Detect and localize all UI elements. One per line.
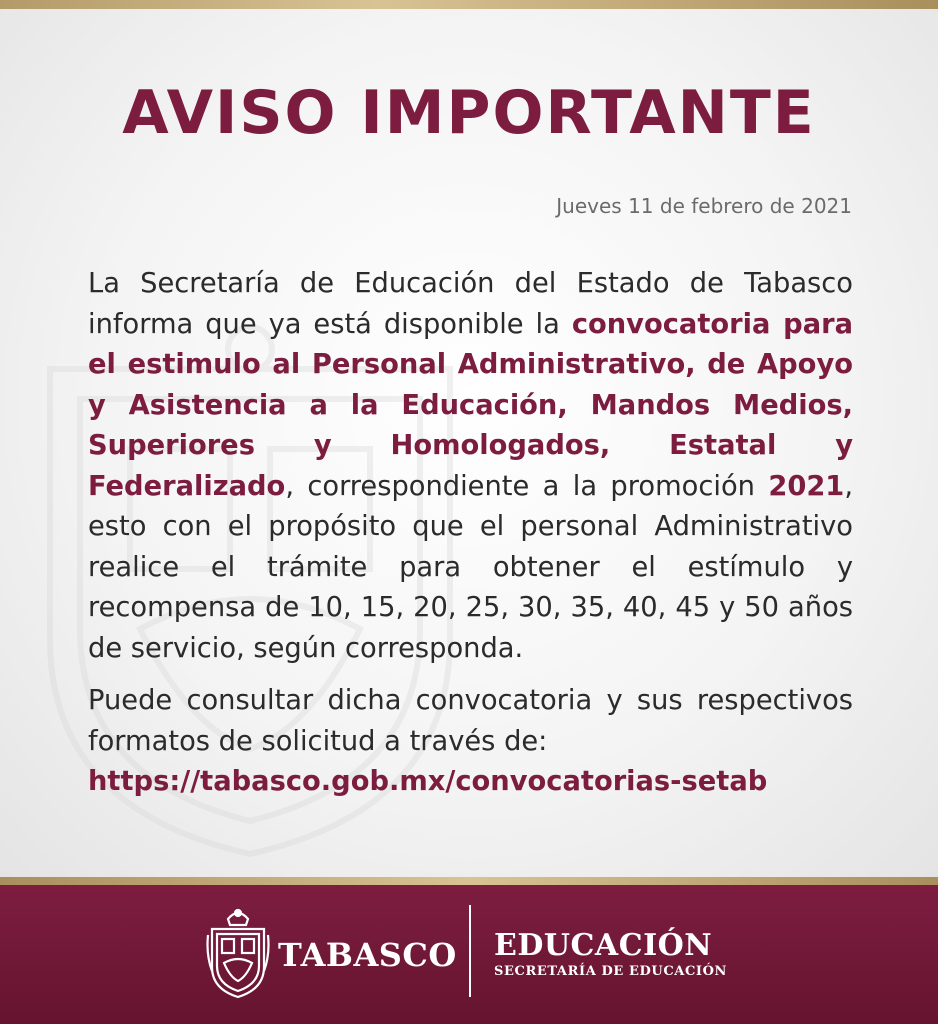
tabasco-coat-of-arms-icon xyxy=(206,905,270,999)
paragraph-text: La Secretaría de Educación del Estado de Tabasco informa que ya está disponible la xyxy=(88,268,853,340)
brand-educacion xyxy=(494,929,727,981)
notice-paragraph-1 xyxy=(88,264,853,669)
notice-body xyxy=(88,264,853,803)
page-title: AVISO IMPORTANTE xyxy=(122,78,816,148)
paragraph-text: , esto con el propósito que el personal Administrativo realice el trámite para obtener el estímulo y recompensa de 10, 15, 20, 25, 30, 35, 40, 45 y 50 años de servicio, según corresponda. xyxy=(88,470,853,664)
footer-divider xyxy=(469,905,471,997)
paragraph-text: Puede consultar dicha convocatoria y sus respectivos formatos de solicitud a través de: xyxy=(88,685,853,757)
highlight-convocatoria: convocatoria para el estimulo al Personal Administrativo, de Apoyo y Asistencia a la Educación, Mandos Medios, Superiores y Homologados, Estatal y Federalizado xyxy=(88,308,853,502)
convocatorias-link[interactable]: https://tabasco.gob.mx/convocatorias-setab xyxy=(88,766,768,797)
paragraph-text: , correspondiente a la promoción xyxy=(285,470,769,502)
footer xyxy=(0,885,938,1024)
brand-tabasco: TABASCO xyxy=(278,936,457,974)
notice-paragraph-2 xyxy=(88,681,853,803)
notice-content xyxy=(0,9,938,877)
top-gold-bar xyxy=(0,0,938,9)
footer-gold-line xyxy=(0,877,938,885)
brand-educacion-title: EDUCACIÓN xyxy=(494,928,713,963)
highlight-year: 2021 xyxy=(768,470,845,502)
brand-educacion-subtitle: SECRETARÍA DE EDUCACIÓN xyxy=(494,964,727,979)
notice-date: Jueves 11 de febrero de 2021 xyxy=(556,194,852,218)
